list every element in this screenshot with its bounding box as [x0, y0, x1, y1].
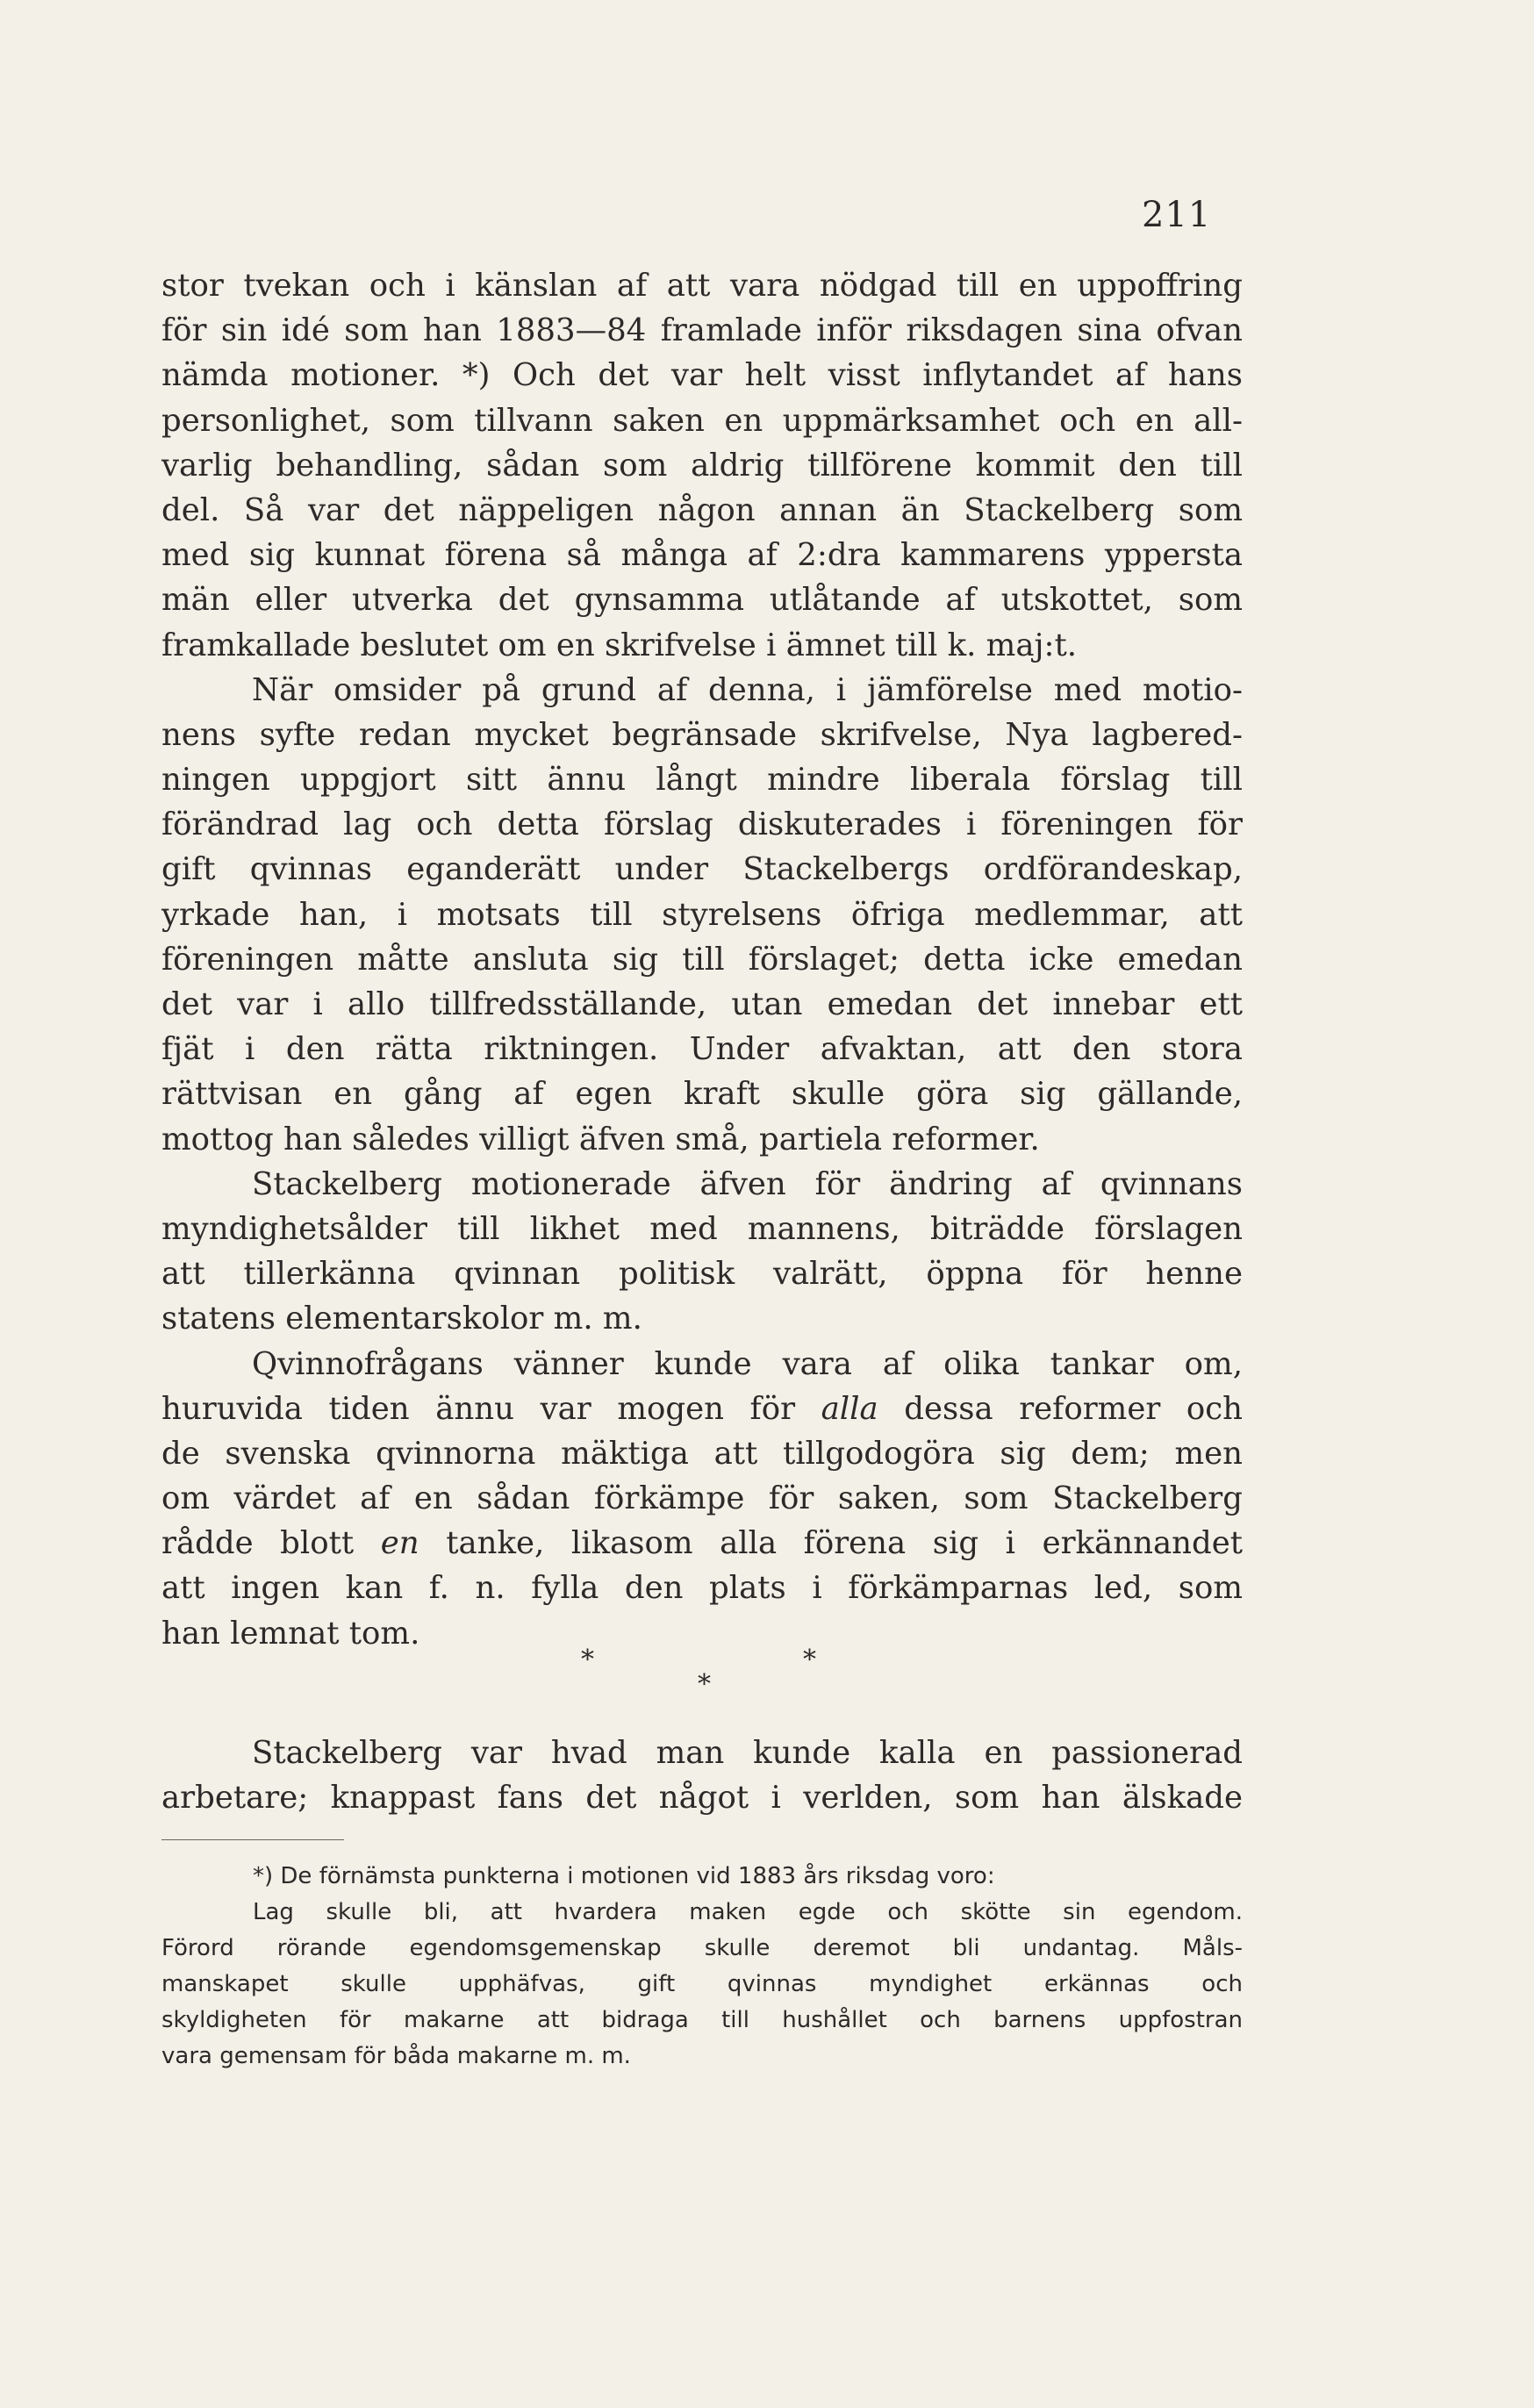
text-line: mottog han således villigt äfven små, partiela reformer. — [161, 1121, 1040, 1157]
text-line: för sin idé som han 1883—84 framlade inför riksdagen sina ofvan — [161, 312, 1243, 349]
asterisk: * — [581, 1645, 594, 1675]
section-break-asterism — [0, 1645, 1534, 1706]
text-line: personlighet, som tillvann saken en uppmärksamhet och en all- — [161, 402, 1243, 439]
text-line: stor tvekan och i känslan af att vara nödgad till en uppoffring — [161, 268, 1243, 304]
italic-word: en — [380, 1525, 419, 1562]
paragraph-start-line: Qvinnofrågans vänner kunde vara af olika tankar om, — [252, 1345, 1243, 1382]
italic-word: alla — [821, 1390, 878, 1427]
text-line: förändrad lag och detta förslag diskuterades i föreningen för — [161, 806, 1243, 843]
text-segment: rådde blott — [161, 1525, 355, 1562]
text-line — [161, 1387, 1243, 1431]
text-line: ningen uppgjort sitt ännu långt mindre liberala förslag till — [161, 762, 1243, 799]
continuation-text — [161, 1731, 1243, 1820]
text-line: varlig behandling, sådan som aldrig tillförene kommit den till — [161, 447, 1243, 484]
text-line: rättvisan en gång af egen kraft skulle göra sig gällande, — [161, 1076, 1243, 1113]
text-line: att ingen kan f. n. fylla den plats i förkämparnas led, som — [161, 1570, 1243, 1607]
text-line: del. Så var det näppeligen någon annan än Stackelberg som — [161, 491, 1243, 528]
text-line: det var i allo tillfredsställande, utan emedan det innebar ett — [161, 986, 1243, 1022]
text-line: arbetare; knappast fans det något i verlden, som han älskade — [161, 1780, 1243, 1817]
text-line: han lemnat tom. — [161, 1615, 420, 1652]
text-line: om värdet af en sådan förkämpe för saken, som Stackelberg — [161, 1480, 1243, 1517]
main-text — [161, 263, 1243, 1656]
footnote-line: Förord rörande egendomsgemenskap skulle deremot bli undantag. Måls- — [161, 1935, 1243, 1961]
paragraph-start-line: När omsider på grund af denna, i jämförelse med motio- — [252, 671, 1243, 708]
text-line: de svenska qvinnorna mäktiga att tillgodogöra sig dem; men — [161, 1435, 1243, 1472]
text-line — [161, 1521, 1243, 1566]
paragraph-start-line: Stackelberg var hvad man kunde kalla en passionerad — [252, 1735, 1243, 1771]
asterisk: * — [698, 1669, 711, 1700]
page-number: 211 — [1142, 195, 1212, 235]
footnote-line: skyldigheten för makarne att bidraga till hushållet och barnens uppfostran — [161, 2007, 1243, 2033]
text-segment: tanke, likasom alla förena sig i erkännandet — [446, 1525, 1243, 1562]
footnote-line: vara gemensam för båda makarne m. m. — [161, 2043, 631, 2069]
text-segment: huruvida tiden ännu var mogen för — [161, 1390, 796, 1427]
footnote-line: *) De förnämsta punkterna i motionen vid 1883 års riksdag voro: — [253, 1863, 995, 1889]
text-line: statens elementarskolor m. m. — [161, 1301, 642, 1337]
footnote-line: manskapet skulle upphäfvas, gift qvinnas myndighet erkännas och — [161, 1971, 1243, 1997]
text-line: fjät i den rätta riktningen. Under afvaktan, att den stora — [161, 1031, 1243, 1068]
text-segment: dessa reformer och — [904, 1390, 1243, 1427]
text-line: framkallade beslutet om en skrifvelse i ämnet till k. maj:t. — [161, 627, 1078, 663]
text-line: män eller utverka det gynsamma utlåtande af utskottet, som — [161, 582, 1243, 619]
footnote-divider — [161, 1839, 344, 1840]
text-line: nens syfte redan mycket begränsade skrifvelse, Nya lagbered- — [161, 716, 1243, 753]
asterisk: * — [803, 1645, 816, 1675]
text-line: myndighetsålder till likhet med mannens, biträdde förslagen — [161, 1210, 1243, 1247]
text-line: nämda motioner. *) Och det var helt visst inflytandet af hans — [161, 357, 1243, 394]
text-line: gift qvinnas eganderätt under Stackelbergs ordförandeskap, — [161, 851, 1243, 888]
footnote — [161, 1859, 1243, 2075]
text-line: yrkade han, i motsats till styrelsens öfriga medlemmar, att — [161, 896, 1243, 933]
text-line: att tillerkänna qvinnan politisk valrätt, öppna för henne — [161, 1256, 1243, 1293]
text-line: med sig kunnat förena så många af 2:dra kammarens yppersta — [161, 537, 1243, 574]
footnote-line: Lag skulle bli, att hvardera maken egde och skötte sin egendom. — [253, 1899, 1243, 1925]
text-line: föreningen måtte ansluta sig till förslaget; detta icke emedan — [161, 941, 1243, 978]
paragraph-start-line: Stackelberg motionerade äfven för ändring af qvinnans — [252, 1165, 1243, 1202]
